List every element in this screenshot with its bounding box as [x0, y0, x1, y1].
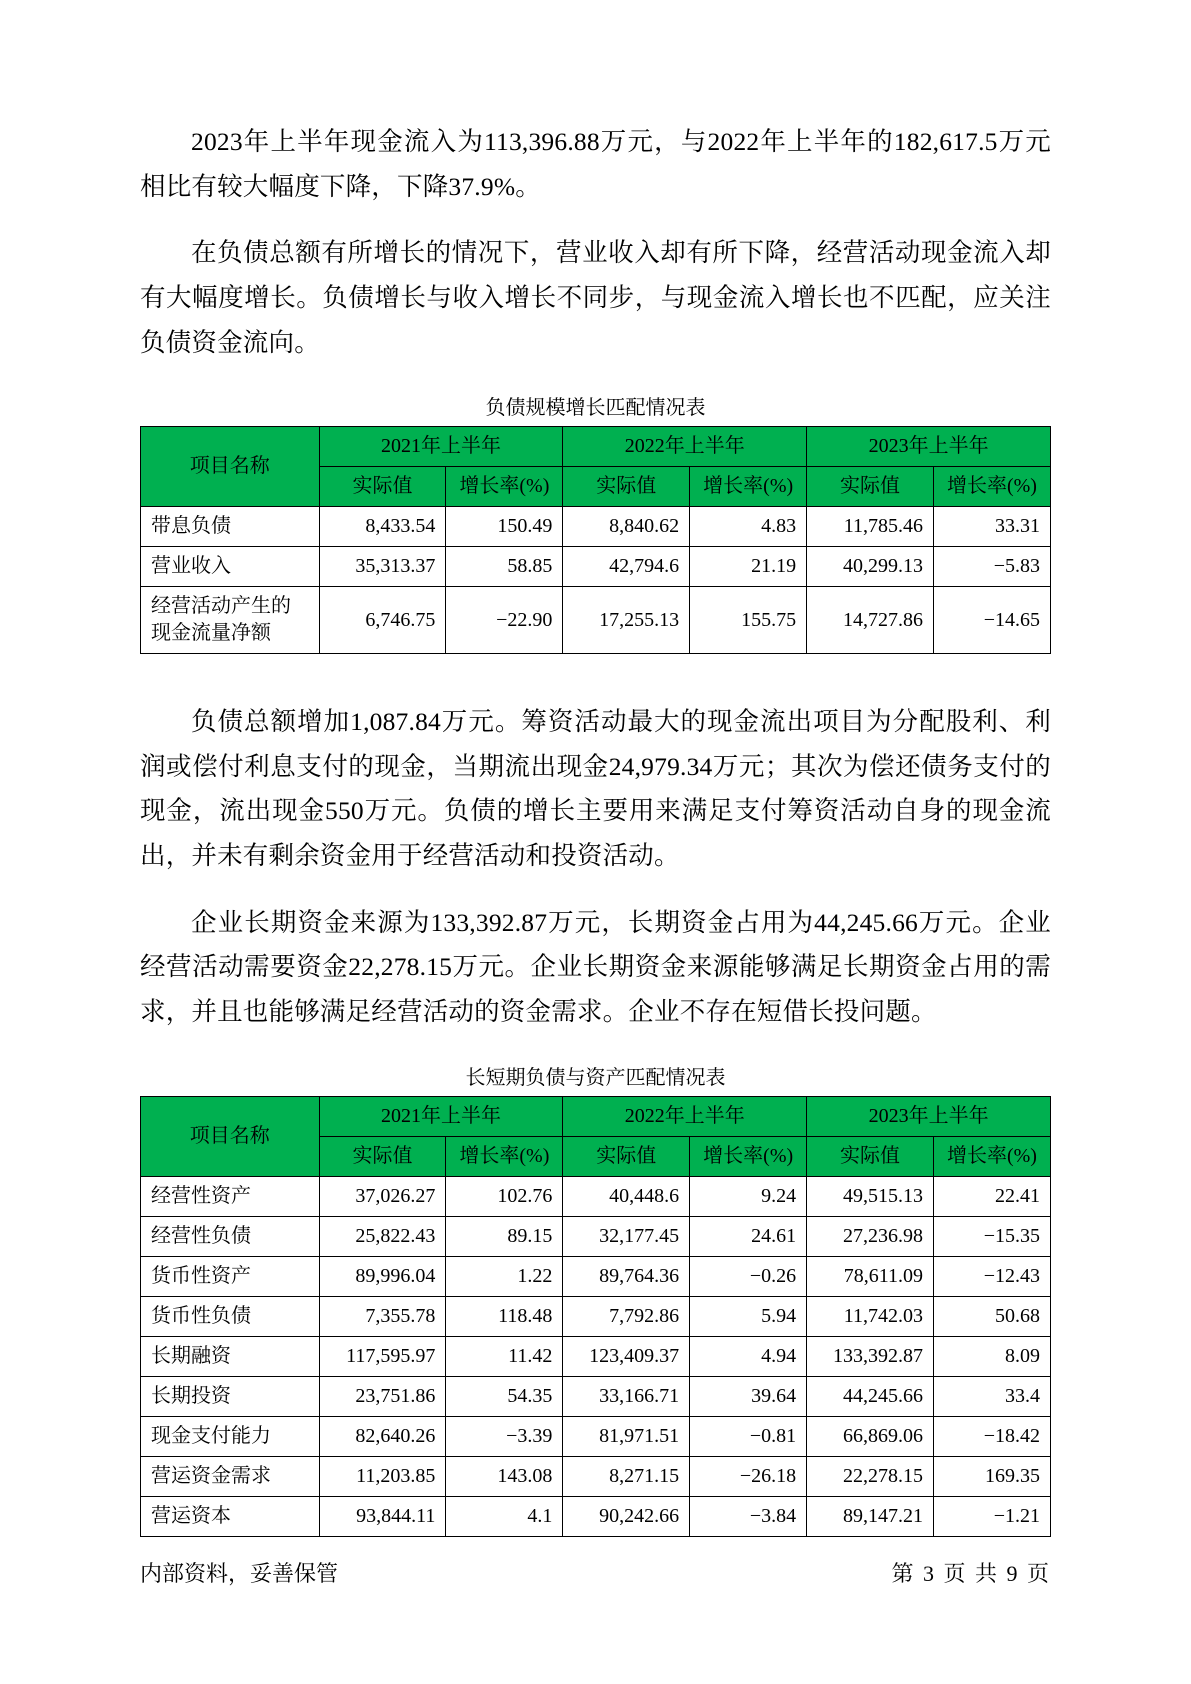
total-suffix: 页 — [1026, 1561, 1049, 1586]
cell-value: 8.09 — [933, 1336, 1050, 1376]
total-prefix: 共 — [974, 1561, 997, 1586]
table-row — [141, 587, 1051, 654]
table1-sub-actual-2023: 实际值 — [807, 467, 934, 507]
cell-value: 54.35 — [446, 1376, 563, 1416]
page-number: 3 — [922, 1561, 934, 1586]
cell-value: −22.90 — [446, 587, 563, 654]
cell-value: 35,313.37 — [319, 547, 446, 587]
cell-value: 118.48 — [446, 1296, 563, 1336]
table1-header-row-1 — [141, 427, 1051, 467]
table1-sub-actual-2022: 实际值 — [563, 467, 690, 507]
cell-value: 89,764.36 — [563, 1256, 690, 1296]
cell-value: 89.15 — [446, 1216, 563, 1256]
paragraph-long-term-funds: 企业长期资金来源为133,392.87万元，长期资金占用为44,245.66万元。企业经营活动需要资金22,278.15万元。企业长期资金来源能够满足长期资金占用的需求，并且也能够满足经营活动的资金需求。企业不存在短借长投问题。 — [140, 907, 1051, 1026]
table-row — [141, 547, 1051, 587]
spacer — [140, 654, 1051, 700]
table-row — [141, 1296, 1051, 1336]
table2-caption: 长短期负债与资产匹配情况表 — [465, 1066, 726, 1089]
cell-value: 1.22 — [446, 1256, 563, 1296]
cell-value: 49,515.13 — [807, 1176, 934, 1216]
row-label: 长期融资 — [141, 1336, 320, 1376]
cell-value: −1.21 — [933, 1496, 1050, 1536]
cell-value: −18.42 — [933, 1416, 1050, 1456]
cell-value: 93,844.11 — [319, 1496, 446, 1536]
row-label: 带息负债 — [141, 507, 320, 547]
cell-value: 9.24 — [690, 1176, 807, 1216]
row-label: 营运资本 — [141, 1496, 320, 1536]
cell-value: 150.49 — [446, 507, 563, 547]
row-label: 货币性负债 — [141, 1296, 320, 1336]
table1-period-2023: 2023年上半年 — [807, 427, 1051, 467]
cell-value: 33,166.71 — [563, 1376, 690, 1416]
cell-value: 40,448.6 — [563, 1176, 690, 1216]
table-row — [141, 1256, 1051, 1296]
cell-value: 11.42 — [446, 1336, 563, 1376]
cell-value: 7,792.86 — [563, 1296, 690, 1336]
table2-sub-actual-2023: 实际值 — [807, 1136, 934, 1176]
cell-value: 6,746.75 — [319, 587, 446, 654]
cell-value: 155.75 — [690, 587, 807, 654]
table2-period-2021: 2021年上半年 — [319, 1096, 563, 1136]
cell-value: 27,236.98 — [807, 1216, 934, 1256]
cell-value: 102.76 — [446, 1176, 563, 1216]
table-row — [141, 1456, 1051, 1496]
table2-sub-actual-2022: 实际值 — [563, 1136, 690, 1176]
cell-value: −3.39 — [446, 1416, 563, 1456]
row-label: 营运资金需求 — [141, 1456, 320, 1496]
cell-value: 78,611.09 — [807, 1256, 934, 1296]
cell-value: 117,595.97 — [319, 1336, 446, 1376]
table-row — [141, 1176, 1051, 1216]
table1-sub-rate-2022: 增长率(%) — [690, 467, 807, 507]
table2-sub-actual-2021: 实际值 — [319, 1136, 446, 1176]
cell-value: 82,640.26 — [319, 1416, 446, 1456]
cell-value: 37,026.27 — [319, 1176, 446, 1216]
paragraph-cash-inflow: 2023年上半年现金流入为113,396.88万元，与2022年上半年的182,617.5万元相比有较大幅度下降，下降37.9%。 — [140, 127, 1051, 201]
row-label: 货币性资产 — [141, 1256, 320, 1296]
cell-value: 25,822.43 — [319, 1216, 446, 1256]
table1-caption: 负债规模增长匹配情况表 — [485, 397, 706, 420]
cell-value: 11,203.85 — [319, 1456, 446, 1496]
table-liability-growth-match — [140, 426, 1051, 654]
cell-value: 22,278.15 — [807, 1456, 934, 1496]
table-row — [141, 1336, 1051, 1376]
cell-value: −0.81 — [690, 1416, 807, 1456]
cell-value: 89,147.21 — [807, 1496, 934, 1536]
cell-value: 21.19 — [690, 547, 807, 587]
cell-value: 58.85 — [446, 547, 563, 587]
table2-period-2022: 2022年上半年 — [563, 1096, 807, 1136]
table-row — [141, 507, 1051, 547]
cell-value: −26.18 — [690, 1456, 807, 1496]
cell-value: 11,785.46 — [807, 507, 934, 547]
cell-value: 169.35 — [933, 1456, 1050, 1496]
paragraph-financing-outflow: 负债总额增加1,087.84万元。筹资活动最大的现金流出项目为分配股利、利润或偿付利息支付的现金，当期流出现金24,979.34万元；其次为偿还债务支付的现金，流出现金550万元。负债的增长主要用来满足支付筹资活动自身的现金流出，并未有剩余资金用于经营活动和投资活动。 — [140, 707, 1051, 870]
row-label: 经营性负债 — [141, 1216, 320, 1256]
row-label: 经营性资产 — [141, 1176, 320, 1216]
cell-value: 4.94 — [690, 1336, 807, 1376]
table2-period-2023: 2023年上半年 — [807, 1096, 1051, 1136]
table2-col-name: 项目名称 — [141, 1096, 320, 1176]
cell-value: 8,433.54 — [319, 507, 446, 547]
footer-note: 内部资料，妥善保管 — [140, 1561, 339, 1586]
table1-sub-rate-2021: 增长率(%) — [446, 467, 563, 507]
cell-value: 44,245.66 — [807, 1376, 934, 1416]
table1-period-2022: 2022年上半年 — [563, 427, 807, 467]
table2-sub-rate-2021: 增长率(%) — [446, 1136, 563, 1176]
cell-value: 143.08 — [446, 1456, 563, 1496]
cell-value: 40,299.13 — [807, 547, 934, 587]
cell-value: 33.4 — [933, 1376, 1050, 1416]
cell-value: 123,409.37 — [563, 1336, 690, 1376]
cell-value: 11,742.03 — [807, 1296, 934, 1336]
page-footer — [140, 1557, 1051, 1588]
row-label: 营业收入 — [141, 547, 320, 587]
cell-value: 32,177.45 — [563, 1216, 690, 1256]
paragraph-liability-growth: 在负债总额有所增长的情况下，营业收入却有所下降，经营活动现金流入却有大幅度增长。负债增长与收入增长不同步，与现金流入增长也不匹配，应关注负债资金流向。 — [140, 238, 1051, 357]
cell-value: −12.43 — [933, 1256, 1050, 1296]
table2-sub-rate-2022: 增长率(%) — [690, 1136, 807, 1176]
cell-value: 23,751.86 — [319, 1376, 446, 1416]
table1-sub-actual-2021: 实际值 — [319, 467, 446, 507]
cell-value: 50.68 — [933, 1296, 1050, 1336]
cell-value: 33.31 — [933, 507, 1050, 547]
cell-value: 133,392.87 — [807, 1336, 934, 1376]
table-asset-liability-match — [140, 1096, 1051, 1537]
page-suffix: 页 — [943, 1561, 966, 1586]
cell-value: −5.83 — [933, 547, 1050, 587]
cell-value: 24.61 — [690, 1216, 807, 1256]
total-pages: 9 — [1006, 1561, 1018, 1586]
table2-header-row-1 — [141, 1096, 1051, 1136]
row-label: 长期投资 — [141, 1376, 320, 1416]
cell-value: 8,271.15 — [563, 1456, 690, 1496]
table-row — [141, 1496, 1051, 1536]
cell-value: 90,242.66 — [563, 1496, 690, 1536]
row-label: 现金支付能力 — [141, 1416, 320, 1456]
cell-value: −15.35 — [933, 1216, 1050, 1256]
cell-value: 4.1 — [446, 1496, 563, 1536]
cell-value: 5.94 — [690, 1296, 807, 1336]
cell-value: 66,869.06 — [807, 1416, 934, 1456]
table1-period-2021: 2021年上半年 — [319, 427, 563, 467]
page-prefix: 第 — [891, 1561, 914, 1586]
table-row — [141, 1416, 1051, 1456]
table-row — [141, 1376, 1051, 1416]
cell-value: 81,971.51 — [563, 1416, 690, 1456]
cell-value: 42,794.6 — [563, 547, 690, 587]
row-label: 经营活动产生的现金流量净额 — [141, 587, 320, 654]
cell-value: 4.83 — [690, 507, 807, 547]
cell-value: −3.84 — [690, 1496, 807, 1536]
table1-col-name: 项目名称 — [141, 427, 320, 507]
cell-value: −14.65 — [933, 587, 1050, 654]
cell-value: 8,840.62 — [563, 507, 690, 547]
table-row — [141, 1216, 1051, 1256]
cell-value: 22.41 — [933, 1176, 1050, 1216]
cell-value: −0.26 — [690, 1256, 807, 1296]
table2-sub-rate-2023: 增长率(%) — [933, 1136, 1050, 1176]
cell-value: 14,727.86 — [807, 587, 934, 654]
cell-value: 89,996.04 — [319, 1256, 446, 1296]
cell-value: 39.64 — [690, 1376, 807, 1416]
footer-pagination — [889, 1557, 1051, 1588]
cell-value: 7,355.78 — [319, 1296, 446, 1336]
cell-value: 17,255.13 — [563, 587, 690, 654]
table1-sub-rate-2023: 增长率(%) — [933, 467, 1050, 507]
